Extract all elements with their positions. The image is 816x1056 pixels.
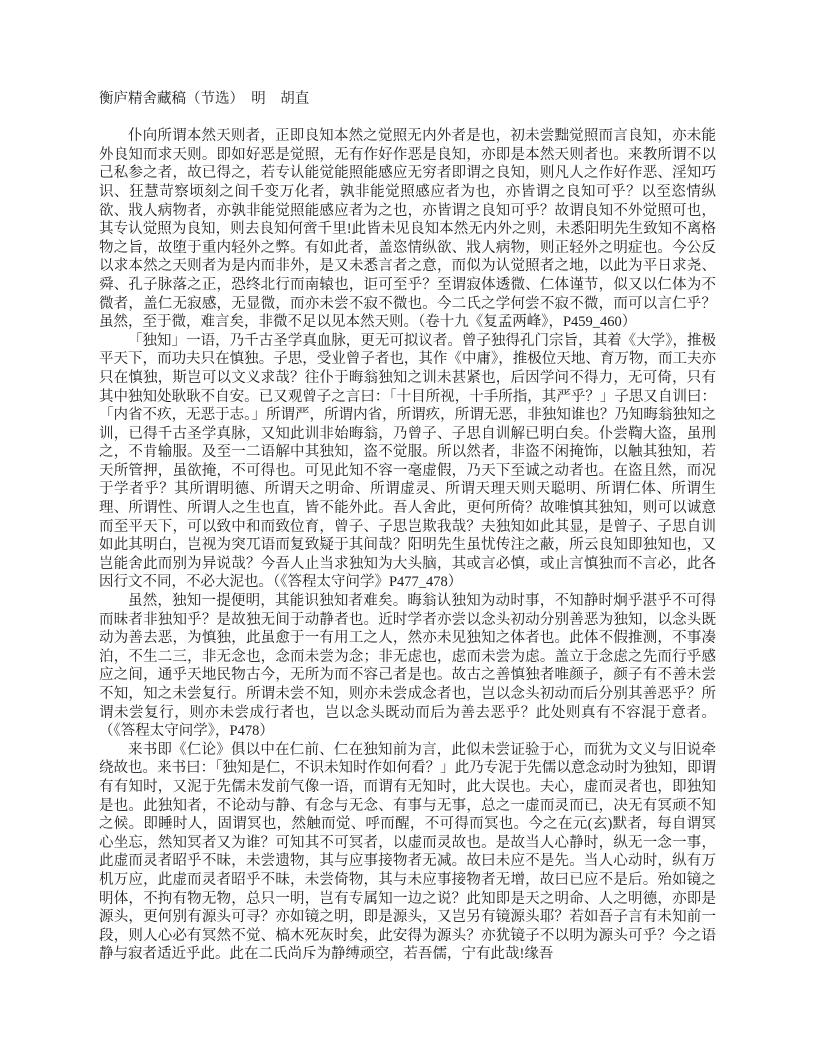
- paragraph-laishu-renlun: 来书即《仁论》俱以中在仁前、仁在独知前为言，此似未尝证验于心，而犹为文义与旧说牵绕故也。来书曰：「独知是仁，不识未知时作如何看？」此乃专泥于先儒以意念动时为独知，即谓有有知时，又泥于先儒未发前气像一语，而谓有无知时，此大误也。夫心，虚而灵者也，即独知是也。此独知者，不论动与静、有念与无念、有事与无事，总之一虚而灵而已，决无有冥顽不知之候。即睡时人，固谓冥也，然触而觉、呼而醒，不可得而冥也。今之在元(玄)默者，每自谓冥心坐忘，然知冥者又为谁？可知其不可冥者，以虚而灵故也。是故当人心静时，纵无一念一事，此虚而灵者昭乎不昧，未尝遗物，其与应事接物者无减。故曰未应不是先。当人心动时，纵有万机万应，此虚而灵者昭乎不昧，未尝倚物，其与未应事接物者无增，故曰已应不是后。殆如镜之明体，不拘有物无物，总只一明，岂有专属知一边之说？此知即是天之明命、人之明德，亦即是源头，更何别有源头可寻？亦如镜之明，即是源头，又岂另有镜源头耶？若如吾子言有未知前一段，则人心必有冥然不觉、槁木死灰时矣，此安得为源头？亦犹镜子不以明为源头可乎？今之语静与寂者适近乎此。此在二氏尚斥为静缚顽空，若吾儒，宁有此哉!缘吾: [99, 741, 716, 963]
- document-title: 衡庐精舍藏稿（节选） 明 胡直: [99, 91, 310, 107]
- paragraph-duzhi-nanshi: 虽然，独知一提便明，其能识独知者难矣。晦翁认独知为动时事，不知静时炯乎湛乎不可得而昧者非独知乎？是故独无间于动静者也。近时学者亦尝以念头初动分别善恶为独知，以念头既动为善去恶，为慎独，此虽愈于一有用工之人，然亦未见独知之体者也。此体不假推测，不事凑泊，不生二三，非无念也，念而未尝为念；非无虑也，虑而未尝为虑。盖立于念虑之先而行乎感应之间，通乎天地民物古今，无所为而不容己者是也。故古之善慎独者唯颜子，颜子有不善未尝不知，知之未尝复行。所谓未尝不知，则亦未尝成念者也，岂以念头初动而后分别其善恶乎？所谓未尝复行，则亦未尝成行者也，岂以念头既动而后为善去恶乎？此处则真有不容混于意者。（《答程太守问学》，P478）: [99, 593, 716, 740]
- paragraph-benran-tianze: 仆向所谓本然天则者，正即良知本然之觉照无内外者是也，初未尝黜觉照而言良知，亦未能外良知而求天则。即如好恶是觉照，无有作好作恶是良知，亦即是本然天则者也。来教所谓不以己私参之者，故已得之，若专认能觉能照能感应无穷者即谓之良知，则凡人之作好作恶、淫知巧识、狂慧苛察顷刻之间千变万化者，孰非能觉照感应者为也，亦皆谓之良知可乎？以至恣情纵欲、戕人病物者，亦孰非能觉照能感应者为之也，亦皆谓之良知可乎？故谓良知不外觉照可也，其专认觉照为良知，则去良知何啻千里!此皆未见良知本然无内外之则，未悉阳明先生致知不离格物之旨，故堕于重内轻外之弊。有如此者，盖恣情纵欲、戕人病物，则正轻外之明症也。今公反以求本然之天则者为是内而非外，是又未悉言者之意，而似为认觉照者之地，以此为平日求尧、舜、孔子脉落之正，恐终北行而南辕也，讵可至乎？至谓寂体透微、仁体谨节，似又以仁体为不微者，盖仁无寂感，无显微，而亦未尝不寂不微也。今二氏之学何尝不寂不微，而可以言仁乎？虽然，至于微，难言矣，非微不足以见本然天则。（卷十九《复孟两峰》，P459_460）: [99, 128, 716, 331]
- paragraph-duzhi-yiyu: 「独知」一语，乃千古圣学真血脉，更无可拟议者。曾子独得孔门宗旨，其着《大学》，推极平天下，而功夫只在慎独。子思，受业曾子者也，其作《中庸》，推极位天地、育万物，而工夫亦只在慎独，斯岂可以文义求哉？往仆于晦翁独知之训未甚紧也，后因学问不得力，无可倚，只有其中独知处耿耿不自安。已又观曾子之言曰：「十目所视，十手所指，其严乎？」子思又自训曰：「内省不疚，无恶于志。」所谓严，所谓内省，所谓疚，所谓无恶，非独知谁也？乃知晦翁独知之训，已得千古圣学真脉，又知此训非始晦翁，乃曾子、子思自训解已明白矣。仆尝鞫大盗，虽刑之，不肯输服。及至一二语解中其独知，盗不觉服。所以然者，非盗不闲掩饰，以触其独知，若天所管押，虽欲掩，不可得也。可见此知不容一毫虚假，乃天下至诚之动者也。在盗且然，而况于学者乎？其所谓明德、所谓天之明命、所谓虚灵、所谓天理天则天聪明、所谓仁体、所谓生理、所谓性、所谓人之生也直，皆不能外此。吾人舍此，更何所倚？故唯慎其独知，则可以诚意而至平天下，可以致中和而致位育，曾子、子思岂欺我哉？夫独知如此其显，是曾子、子思自训如此其明白，岂视为突兀语而复致疑于其间哉？阳明先生虽忧传注之蔽，所云良知即独知也，又岂能舍此而别为异说哉？今吾人止当求独知为大头脑，其或言必慎，或止言慎独而不言必，此各因行文不同，不必大泥也。（《答程太守问学》P477_478）: [99, 332, 716, 591]
